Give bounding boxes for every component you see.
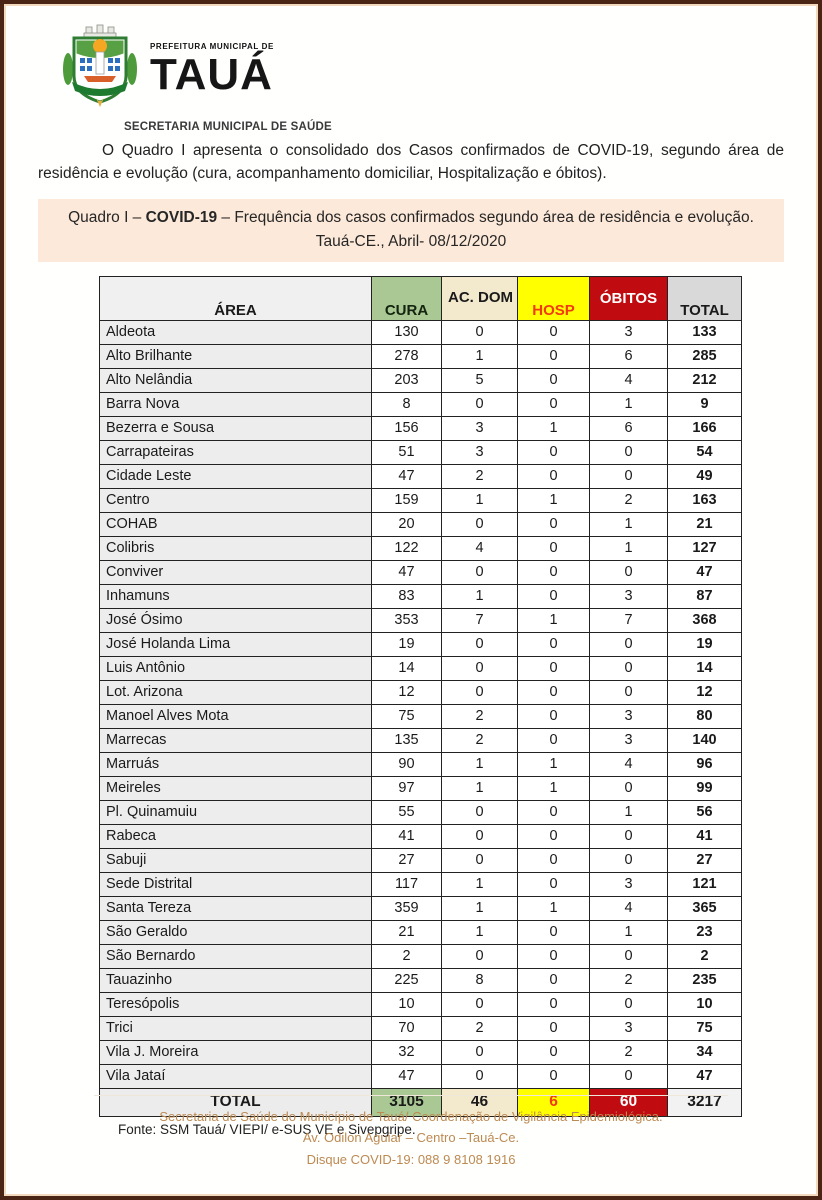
cura-cell: 117 <box>372 872 442 896</box>
hosp-cell: 1 <box>518 776 590 800</box>
area-cell: Aldeota <box>100 320 372 344</box>
total-cell: 99 <box>668 776 742 800</box>
acdom-cell: 2 <box>442 1016 518 1040</box>
area-cell: Colibris <box>100 536 372 560</box>
acdom-cell: 3 <box>442 416 518 440</box>
quadro-title-prefix: Quadro I – <box>68 208 146 226</box>
cura-cell: 156 <box>372 416 442 440</box>
cura-cell: 130 <box>372 320 442 344</box>
cura-cell: 27 <box>372 848 442 872</box>
hosp-cell: 0 <box>518 656 590 680</box>
total-cell: 235 <box>668 968 742 992</box>
table-row <box>100 560 742 584</box>
total-obitos-value: 60 <box>590 1088 668 1116</box>
cura-cell: 135 <box>372 728 442 752</box>
hosp-cell: 0 <box>518 560 590 584</box>
acdom-cell: 0 <box>442 848 518 872</box>
cura-cell: 47 <box>372 560 442 584</box>
obitos-cell: 0 <box>590 776 668 800</box>
obitos-cell: 0 <box>590 992 668 1016</box>
cura-cell: 2 <box>372 944 442 968</box>
acdom-cell: 1 <box>442 872 518 896</box>
footer-line-3: Disque COVID-19: 088 9 8108 1916 <box>306 1151 516 1167</box>
total-total-value: 3217 <box>668 1088 742 1116</box>
total-cell: 140 <box>668 728 742 752</box>
area-cell: Cidade Leste <box>100 464 372 488</box>
table-row <box>100 656 742 680</box>
obitos-cell: 3 <box>590 728 668 752</box>
total-cell: 47 <box>668 560 742 584</box>
acdom-cell: 0 <box>442 392 518 416</box>
acdom-cell: 8 <box>442 968 518 992</box>
cura-cell: 32 <box>372 1040 442 1064</box>
footer-separator <box>94 1095 729 1096</box>
hosp-cell: 0 <box>518 992 590 1016</box>
acdom-cell: 3 <box>442 440 518 464</box>
area-cell: São Bernardo <box>100 944 372 968</box>
hosp-cell: 0 <box>518 1016 590 1040</box>
acdom-cell: 0 <box>442 824 518 848</box>
total-cell: 41 <box>668 824 742 848</box>
acdom-cell: 0 <box>442 512 518 536</box>
table-row <box>100 704 742 728</box>
quadro-subtitle: Tauá-CE., Abril- 08/12/2020 <box>315 232 507 250</box>
total-cell: 127 <box>668 536 742 560</box>
area-cell: Carrapateiras <box>100 440 372 464</box>
table-row <box>100 920 742 944</box>
acdom-cell: 0 <box>442 656 518 680</box>
hosp-cell: 0 <box>518 920 590 944</box>
obitos-cell: 3 <box>590 584 668 608</box>
total-cell: 54 <box>668 440 742 464</box>
obitos-cell: 1 <box>590 920 668 944</box>
total-cura-value: 3105 <box>372 1088 442 1116</box>
hosp-cell: 1 <box>518 896 590 920</box>
hosp-cell: 0 <box>518 464 590 488</box>
acdom-cell: 2 <box>442 728 518 752</box>
obitos-cell: 2 <box>590 968 668 992</box>
acdom-cell: 1 <box>442 896 518 920</box>
area-cell: Barra Nova <box>100 392 372 416</box>
obitos-cell: 6 <box>590 344 668 368</box>
area-cell: Marrecas <box>100 728 372 752</box>
area-cell: Sabuji <box>100 848 372 872</box>
table-row <box>100 1064 742 1088</box>
area-cell: Pl. Quinamuiu <box>100 800 372 824</box>
cura-cell: 51 <box>372 440 442 464</box>
obitos-cell: 4 <box>590 368 668 392</box>
acdom-cell: 2 <box>442 704 518 728</box>
total-cell: 34 <box>668 1040 742 1064</box>
quadro-title-suffix: – Frequência dos casos confirmados segundo área de residência e evolução. <box>217 208 754 226</box>
hosp-cell: 0 <box>518 1040 590 1064</box>
acdom-cell: 0 <box>442 992 518 1016</box>
total-cell: 21 <box>668 512 742 536</box>
footer-line-1: Secretaria de Saúde do Município de Tauá/ Coordenação de Vigilância Epidemiológica. <box>159 1108 663 1124</box>
area-cell: Rabeca <box>100 824 372 848</box>
cura-cell: 20 <box>372 512 442 536</box>
area-cell: Manoel Alves Mota <box>100 704 372 728</box>
cura-cell: 21 <box>372 920 442 944</box>
table-row <box>100 464 742 488</box>
obitos-cell: 3 <box>590 704 668 728</box>
total-cell: 75 <box>668 1016 742 1040</box>
obitos-cell: 2 <box>590 488 668 512</box>
total-cell: 285 <box>668 344 742 368</box>
hosp-cell: 1 <box>518 752 590 776</box>
hosp-cell: 0 <box>518 728 590 752</box>
page-footer <box>4 1095 818 1170</box>
acdom-cell: 1 <box>442 920 518 944</box>
hosp-cell: 0 <box>518 344 590 368</box>
total-cell: 47 <box>668 1064 742 1088</box>
table-row <box>100 992 742 1016</box>
table-row <box>100 368 742 392</box>
source-note: Fonte: SSM Tauá/ VIEPI/ e-SUS VE e Sivepgripe. <box>118 1121 416 1137</box>
total-cell: 166 <box>668 416 742 440</box>
area-cell: COHAB <box>100 512 372 536</box>
area-cell: Alto Nelândia <box>100 368 372 392</box>
table-row <box>100 488 742 512</box>
table-row <box>100 1016 742 1040</box>
cura-cell: 14 <box>372 656 442 680</box>
total-cell: 87 <box>668 584 742 608</box>
header-area: ÁREA <box>100 276 372 320</box>
hosp-cell: 0 <box>518 1064 590 1088</box>
hosp-cell: 0 <box>518 320 590 344</box>
header-cura: CURA <box>372 276 442 320</box>
table-row <box>100 392 742 416</box>
footer-line-2: Av. Odilon Aguiar – Centro –Tauá-Ce. <box>302 1130 520 1146</box>
hosp-cell: 1 <box>518 488 590 512</box>
hosp-cell: 0 <box>518 680 590 704</box>
area-cell: Trici <box>100 1016 372 1040</box>
obitos-cell: 0 <box>590 680 668 704</box>
acdom-cell: 5 <box>442 368 518 392</box>
obitos-cell: 0 <box>590 944 668 968</box>
logo-org-small: PREFEITURA MUNICIPAL DE <box>150 41 274 51</box>
cura-cell: 75 <box>372 704 442 728</box>
hosp-cell: 0 <box>518 584 590 608</box>
cura-cell: 70 <box>372 1016 442 1040</box>
total-hosp-value: 6 <box>518 1088 590 1116</box>
cura-cell: 19 <box>372 632 442 656</box>
table-body <box>100 320 742 1088</box>
area-cell: São Geraldo <box>100 920 372 944</box>
area-cell: Lot. Arizona <box>100 680 372 704</box>
header-total: TOTAL <box>668 276 742 320</box>
obitos-cell: 0 <box>590 632 668 656</box>
cura-cell: 47 <box>372 1064 442 1088</box>
hosp-cell: 0 <box>518 536 590 560</box>
table-row <box>100 728 742 752</box>
acdom-cell: 0 <box>442 632 518 656</box>
table-row <box>100 440 742 464</box>
table-row <box>100 824 742 848</box>
table-row <box>100 584 742 608</box>
department-title: SECRETARIA MUNICIPAL DE SAÚDE <box>124 121 332 133</box>
obitos-cell: 1 <box>590 536 668 560</box>
area-cell: José Ósimo <box>100 608 372 632</box>
area-cell: Inhamuns <box>100 584 372 608</box>
cura-cell: 10 <box>372 992 442 1016</box>
obitos-cell: 0 <box>590 656 668 680</box>
hosp-cell: 0 <box>518 440 590 464</box>
acdom-cell: 2 <box>442 464 518 488</box>
area-cell: Alto Brilhante <box>100 344 372 368</box>
area-cell: Luis Antônio <box>100 656 372 680</box>
header-ac-dom: AC. DOM <box>442 276 518 320</box>
obitos-cell: 3 <box>590 872 668 896</box>
total-cell: 56 <box>668 800 742 824</box>
total-cell: 133 <box>668 320 742 344</box>
cura-cell: 55 <box>372 800 442 824</box>
total-cell: 9 <box>668 392 742 416</box>
cura-cell: 8 <box>372 392 442 416</box>
hosp-cell: 0 <box>518 704 590 728</box>
area-cell: Meireles <box>100 776 372 800</box>
acdom-cell: 1 <box>442 584 518 608</box>
table-row <box>100 800 742 824</box>
hosp-cell: 0 <box>518 392 590 416</box>
taua-coat-of-arms-icon <box>60 24 140 115</box>
cura-cell: 278 <box>372 344 442 368</box>
cura-cell: 90 <box>372 752 442 776</box>
total-cell: 10 <box>668 992 742 1016</box>
acdom-cell: 1 <box>442 776 518 800</box>
logo-text <box>150 43 274 97</box>
total-cell: 163 <box>668 488 742 512</box>
logo-org-name: TAUÁ <box>150 49 273 99</box>
obitos-cell: 7 <box>590 608 668 632</box>
acdom-cell: 0 <box>442 800 518 824</box>
area-cell: Sede Distrital <box>100 872 372 896</box>
table-row <box>100 512 742 536</box>
table-header-row <box>100 276 742 320</box>
cura-cell: 359 <box>372 896 442 920</box>
table-row <box>100 344 742 368</box>
obitos-cell: 1 <box>590 512 668 536</box>
cura-cell: 122 <box>372 536 442 560</box>
header-hosp: HOSP <box>518 276 590 320</box>
area-cell: Centro <box>100 488 372 512</box>
table-row <box>100 608 742 632</box>
total-cell: 19 <box>668 632 742 656</box>
acdom-cell: 0 <box>442 1040 518 1064</box>
acdom-cell: 7 <box>442 608 518 632</box>
obitos-cell: 0 <box>590 464 668 488</box>
hosp-cell: 0 <box>518 512 590 536</box>
hosp-cell: 0 <box>518 824 590 848</box>
acdom-cell: 4 <box>442 536 518 560</box>
total-cell: 365 <box>668 896 742 920</box>
obitos-cell: 0 <box>590 824 668 848</box>
total-acdom-value: 46 <box>442 1088 518 1116</box>
cura-cell: 203 <box>372 368 442 392</box>
hosp-cell: 0 <box>518 632 590 656</box>
acdom-cell: 0 <box>442 680 518 704</box>
obitos-cell: 1 <box>590 800 668 824</box>
table-row <box>100 872 742 896</box>
total-label: TOTAL <box>100 1088 372 1116</box>
cura-cell: 225 <box>372 968 442 992</box>
table-row <box>100 968 742 992</box>
acdom-cell: 1 <box>442 752 518 776</box>
cura-cell: 353 <box>372 608 442 632</box>
obitos-cell: 1 <box>590 392 668 416</box>
area-cell: Teresópolis <box>100 992 372 1016</box>
total-cell: 49 <box>668 464 742 488</box>
hosp-cell: 0 <box>518 800 590 824</box>
total-cell: 23 <box>668 920 742 944</box>
obitos-cell: 3 <box>590 320 668 344</box>
obitos-cell: 3 <box>590 1016 668 1040</box>
table-row <box>100 1040 742 1064</box>
total-cell: 27 <box>668 848 742 872</box>
hosp-cell: 0 <box>518 368 590 392</box>
table-row <box>100 776 742 800</box>
table-row <box>100 752 742 776</box>
total-cell: 14 <box>668 656 742 680</box>
total-cell: 212 <box>668 368 742 392</box>
table-row <box>100 416 742 440</box>
quadro-title <box>44 206 778 230</box>
hosp-cell: 1 <box>518 608 590 632</box>
area-cell: José Holanda Lima <box>100 632 372 656</box>
hosp-cell: 0 <box>518 944 590 968</box>
quadro-title-bar <box>38 199 784 262</box>
table-row <box>100 536 742 560</box>
table-row <box>100 944 742 968</box>
cura-cell: 83 <box>372 584 442 608</box>
area-cell: Tauazinho <box>100 968 372 992</box>
header-obitos: ÓBITOS <box>590 276 668 320</box>
obitos-cell: 2 <box>590 1040 668 1064</box>
cura-cell: 97 <box>372 776 442 800</box>
cura-cell: 12 <box>372 680 442 704</box>
obitos-cell: 0 <box>590 1064 668 1088</box>
hosp-cell: 1 <box>518 416 590 440</box>
table-row <box>100 632 742 656</box>
table-row <box>100 680 742 704</box>
area-cell: Santa Tereza <box>100 896 372 920</box>
table-row <box>100 896 742 920</box>
acdom-cell: 0 <box>442 560 518 584</box>
obitos-cell: 0 <box>590 848 668 872</box>
obitos-cell: 4 <box>590 752 668 776</box>
total-cell: 368 <box>668 608 742 632</box>
obitos-cell: 0 <box>590 440 668 464</box>
acdom-cell: 0 <box>442 1064 518 1088</box>
table-row <box>100 320 742 344</box>
total-cell: 96 <box>668 752 742 776</box>
intro-paragraph: O Quadro I apresenta o consolidado dos Casos confirmados de COVID-19, segundo área de residência e evolução (cura, acompanhamento domiciliar, Hospitalização e óbitos). <box>38 142 784 183</box>
area-cell: Marruás <box>100 752 372 776</box>
hosp-cell: 0 <box>518 968 590 992</box>
cura-cell: 41 <box>372 824 442 848</box>
total-cell: 121 <box>668 872 742 896</box>
total-cell: 2 <box>668 944 742 968</box>
area-cell: Vila J. Moreira <box>100 1040 372 1064</box>
table-row <box>100 848 742 872</box>
total-cell: 80 <box>668 704 742 728</box>
acdom-cell: 1 <box>442 344 518 368</box>
hosp-cell: 0 <box>518 872 590 896</box>
cura-cell: 159 <box>372 488 442 512</box>
obitos-cell: 0 <box>590 560 668 584</box>
area-cell: Bezerra e Sousa <box>100 416 372 440</box>
acdom-cell: 0 <box>442 944 518 968</box>
obitos-cell: 4 <box>590 896 668 920</box>
obitos-cell: 6 <box>590 416 668 440</box>
cura-cell: 47 <box>372 464 442 488</box>
area-cell: Conviver <box>100 560 372 584</box>
covid-table <box>99 276 742 1117</box>
acdom-cell: 0 <box>442 320 518 344</box>
quadro-title-bold: COVID-19 <box>145 208 218 226</box>
total-cell: 12 <box>668 680 742 704</box>
area-cell: Vila Jataí <box>100 1064 372 1088</box>
logo <box>60 24 818 115</box>
acdom-cell: 1 <box>442 488 518 512</box>
hosp-cell: 0 <box>518 848 590 872</box>
